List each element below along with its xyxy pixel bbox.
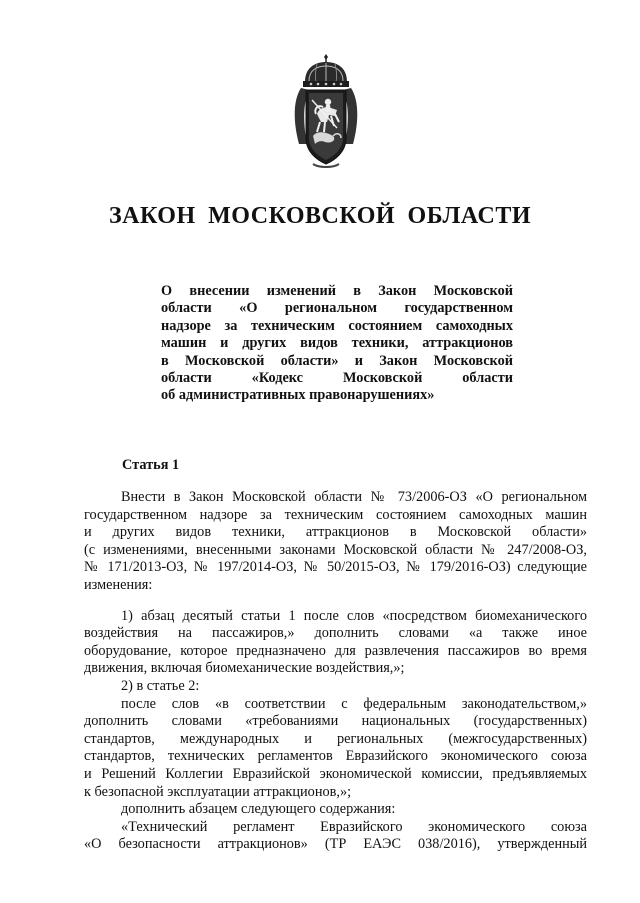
subtitle-line: об административных правонарушениях» xyxy=(161,387,435,404)
paragraph-line: (с изменениями, внесенными законами Московской области № 247/2008-ОЗ, xyxy=(84,541,587,558)
item-line: дополнить абзацем следующего содержания: xyxy=(121,801,396,818)
item-line: дополнить словами «требованиями национальных (государственных) xyxy=(84,713,587,730)
paragraph-line: и других видов техники, аттракционов в Московской области» xyxy=(84,524,587,541)
item-line: после слов «в соответствии с федеральным законодательством,» xyxy=(121,695,587,712)
coat-of-arms-icon xyxy=(287,52,365,170)
subtitle-line: области «Кодекс Московской области xyxy=(161,369,513,386)
law-title: ЗАКОН МОСКОВСКОЙ ОБЛАСТИ xyxy=(108,203,531,229)
item-line: стандартов, международных и региональных (межгосударственных) xyxy=(84,730,587,747)
article-body xyxy=(84,489,587,854)
item-line: 1) абзац десятый статьи 1 после слов «посредством биомеханического xyxy=(121,607,587,624)
paragraph-line: изменения: xyxy=(84,576,153,593)
subtitle-line: О внесении изменений в Закон Московской xyxy=(161,283,513,299)
paragraph-line: Внести в Закон Московской области № 73/2006-ОЗ «О региональном xyxy=(121,489,587,505)
item-line: стандартов, технических регламентов Евразийского экономического союза xyxy=(84,748,587,765)
item-line: движения, включая биомеханические воздействия,»; xyxy=(84,660,405,677)
paragraph-line: государственном надзоре за техническим состоянием самоходных машин xyxy=(84,506,587,523)
article-heading: Статья 1 xyxy=(122,457,180,473)
paragraph-line: № 171/2013-ОЗ, № 197/2014-ОЗ, № 50/2015-ОЗ, № 179/2016-ОЗ) следующие xyxy=(84,559,587,576)
subtitle-line: в Московской области» и Закон Московской xyxy=(161,352,513,369)
item-line: и Решений Коллегии Евразийской экономической комиссии, предъявляемых xyxy=(84,765,587,782)
item-line: к безопасной эксплуатации аттракционов,»; xyxy=(84,783,352,800)
subtitle-line: надзоре за техническим состоянием самоходных xyxy=(161,317,513,334)
subtitle-line: области «О региональном государственном xyxy=(161,300,513,317)
item-line: оборудование, которое предназначено для развлечения пассажиров во время xyxy=(84,642,587,659)
item-heading: 2) в статье 2: xyxy=(121,677,200,694)
quote-line: «Технический регламент Евразийского экономического союза xyxy=(121,818,587,835)
quote-line: «О безопасности аттракционов» (ТР ЕАЭС 038/2016), утвержденный xyxy=(84,836,587,853)
item-line: воздействия на пассажиров,» дополнить словами «а также иное xyxy=(84,625,587,642)
subtitle-line: машин и других видов техники, аттракционов xyxy=(161,335,513,352)
law-subtitle xyxy=(161,283,513,405)
